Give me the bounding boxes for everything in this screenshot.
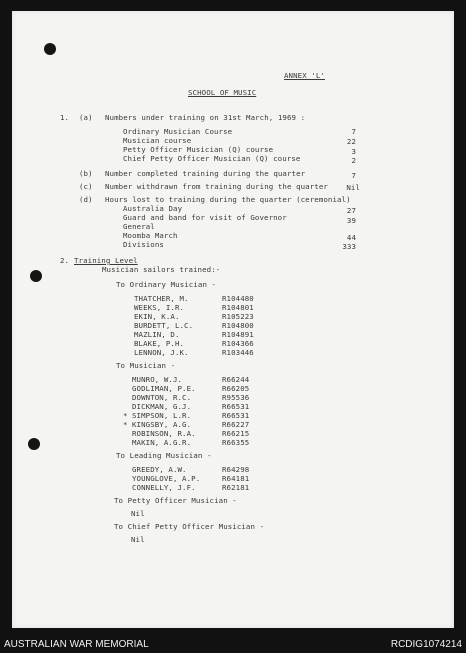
hours-item-value: 39 (346, 216, 356, 225)
sailor-number: R66355 (222, 438, 250, 447)
group-label: To Leading Musician - (116, 451, 212, 460)
sailor-name: CONNELLY, J.F. (132, 483, 196, 492)
punch-hole-middle (30, 270, 42, 282)
footer-bar (0, 636, 466, 653)
sailor-name: MUNRO, W.J. (132, 375, 183, 384)
sailor-name: DICKMAN, G.J. (132, 402, 192, 411)
sailor-number: R66531 (222, 402, 250, 411)
sailor-name: BLAKE, P.H. (134, 339, 185, 348)
hours-item-name: Divisions (123, 240, 164, 249)
hours-item-value: 27 (346, 206, 356, 215)
sailor-number: R105223 (222, 312, 254, 321)
item-a-text: Numbers under training on 31st March, 1969 : (105, 113, 306, 122)
sailor-number: R66227 (222, 420, 250, 429)
section-2-heading: Training Level (74, 256, 138, 265)
sailor-number: R62181 (222, 483, 250, 492)
sailor-name: EKIN, K.A. (134, 312, 180, 321)
sailor-number: R64298 (222, 465, 250, 474)
sailor-name: SIMPSON, L.R. (132, 411, 192, 420)
item-c-label: (c) (79, 182, 93, 191)
sailor-name: GODLIMAN, P.E. (132, 384, 196, 393)
course-value: 22 (346, 137, 356, 146)
sailor-name: THATCHER, M. (134, 294, 189, 303)
sailor-name: YOUNGLOVE, A.P. (132, 474, 201, 483)
sailor-name: ROBINSON, R.A. (132, 429, 196, 438)
sailor-name: WEEKS, I.R. (134, 303, 185, 312)
hours-item-name: General (123, 222, 155, 231)
sailor-number: R104801 (222, 303, 254, 312)
footer-source: AUSTRALIAN WAR MEMORIAL (4, 639, 149, 650)
item-c-value: Nil (346, 183, 360, 192)
course-name: Ordinary Musician Course (123, 127, 233, 136)
sailor-name: DOWNTON, R.C. (132, 393, 192, 402)
group-label: To Ordinary Musician - (116, 280, 217, 289)
sailor-number: R103446 (222, 348, 254, 357)
item-a-label: (a) (79, 113, 93, 122)
hours-item-value: 44 (346, 233, 356, 242)
punch-hole-bottom (28, 438, 40, 450)
sailor-number: R104480 (222, 294, 254, 303)
sailor-number: R104366 (222, 339, 254, 348)
sailor-number: R95536 (222, 393, 250, 402)
item-d-label: (d) (79, 195, 93, 204)
document-page (12, 11, 454, 628)
sailor-name: Nil (131, 509, 145, 518)
course-name: Musician course (123, 136, 192, 145)
hours-item-name: Australia Day (123, 204, 183, 213)
sailor-number: R104891 (222, 330, 254, 339)
sailor-number: R64181 (222, 474, 250, 483)
course-value: 3 (351, 147, 356, 156)
item-b-label: (b) (79, 169, 93, 178)
item-b-text: Number completed training during the quarter (105, 169, 306, 178)
footer-record-id: RCDIG1074214 (390, 639, 462, 650)
sailor-name: LENNON, J.K. (134, 348, 189, 357)
asterisk-mark: * (123, 411, 128, 420)
group-label: To Musician - (116, 361, 176, 370)
sailor-name: BURDETT, L.C. (134, 321, 194, 330)
sailor-number: R66531 (222, 411, 250, 420)
sailor-name: GREEDY, A.W. (132, 465, 187, 474)
sailor-number: R66244 (222, 375, 250, 384)
item-d-text: Hours lost to training during the quarter (ceremonial) (105, 195, 351, 204)
section-2-intro: Musician sailors trained:- (102, 265, 221, 274)
sailor-name: MAZLIN, D. (134, 330, 180, 339)
asterisk-mark: * (123, 420, 128, 429)
group-label: To Chief Petty Officer Musician - (114, 522, 265, 531)
sailor-number: R66205 (222, 384, 250, 393)
punch-hole-top (44, 43, 56, 55)
page-title: SCHOOL OF MUSIC (188, 88, 257, 97)
section-2-number: 2. (60, 256, 70, 265)
sailor-name: MAKIN, A.G.R. (132, 438, 192, 447)
course-value: 7 (351, 127, 356, 136)
item-c-text: Number withdrawn from training during the quarter (105, 182, 328, 191)
course-value: 2 (351, 156, 356, 165)
sailor-number: R66215 (222, 429, 250, 438)
item-b-value: 7 (351, 171, 356, 180)
sailor-name: Nil (131, 535, 145, 544)
hours-item-value: 333 (342, 242, 356, 251)
sailor-number: R104800 (222, 321, 254, 330)
sailor-name: KINGSBY, A.G. (132, 420, 192, 429)
section-1-number: 1. (60, 113, 70, 122)
group-label: To Petty Officer Musician - (114, 496, 237, 505)
annex-label: ANNEX 'L' (284, 71, 325, 80)
course-name: Petty Officer Musician (Q) course (123, 145, 274, 154)
course-name: Chief Petty Officer Musician (Q) course (123, 154, 301, 163)
hours-item-name: Guard and band for visit of Governor (123, 213, 287, 222)
hours-item-name: Moomba March (123, 231, 178, 240)
